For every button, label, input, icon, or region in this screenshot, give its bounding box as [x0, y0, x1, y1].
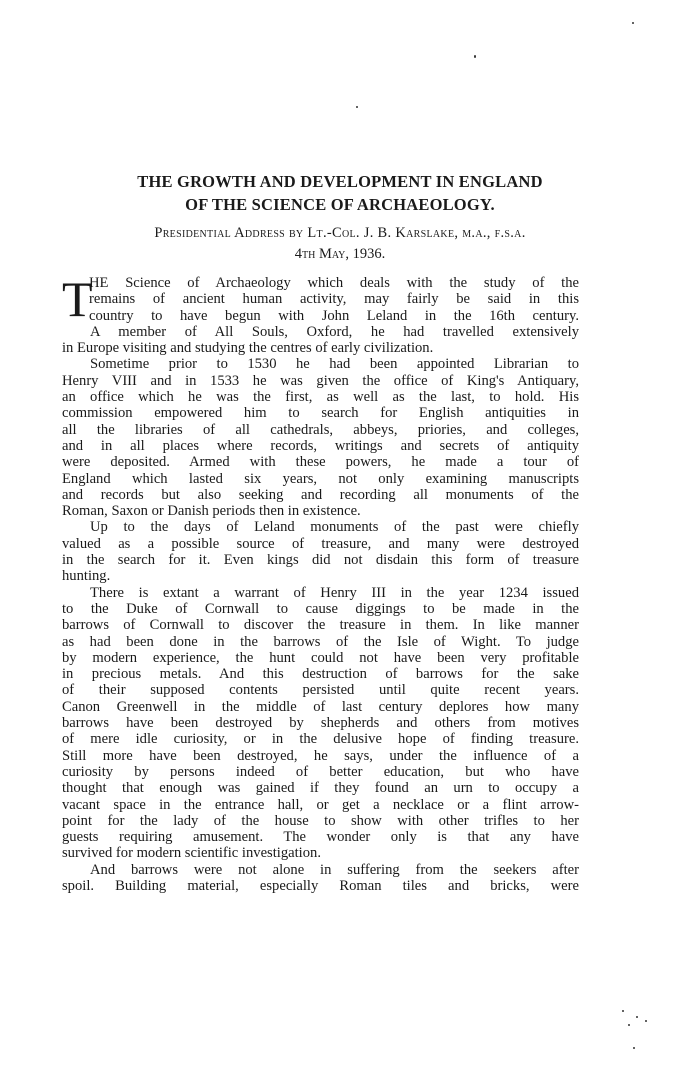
- paragraph-6: [62, 862, 579, 895]
- text-line: barrows have been destroyed by shepherds and others from motives: [62, 715, 579, 732]
- paragraph-5: [62, 585, 579, 862]
- address-byline: Presidential Address by Lt.-Col. J. B. Karslake, m.a., f.s.a.: [154, 225, 526, 241]
- text-line: commission empowered him to search for English antiquities in: [62, 405, 579, 422]
- text-line: country to have begun with John Leland in the 16th century.: [89, 307, 579, 324]
- scan-speck: [622, 1010, 624, 1012]
- paragraph-4: [62, 519, 579, 584]
- drop-cap: T: [62, 271, 93, 327]
- text-line: valued as a possible source of treasure, and many were destroyed: [62, 535, 579, 552]
- text-line: Roman, Saxon or Danish periods then in existence.: [62, 503, 361, 520]
- text-line: remains of ancient human activity, may fairly be said in this: [89, 291, 579, 308]
- article-title-line-2: OF THE SCIENCE OF ARCHAEOLOGY.: [185, 195, 495, 214]
- text-line: point for the lady of the house to show with other trifles to her: [62, 812, 579, 829]
- text-line: And barrows were not alone in suffering from the seekers after: [90, 861, 579, 878]
- text-line: thought that enough was gained if they found an urn to occupy a: [62, 780, 579, 797]
- scan-speck: [474, 55, 476, 58]
- scan-speck: [645, 1020, 647, 1022]
- article-title-line-1: THE GROWTH AND DEVELOPMENT IN ENGLAND: [137, 172, 543, 191]
- text-line: all the libraries of all cathedrals, abbeys, priories, and colleges,: [62, 421, 579, 438]
- text-line: in the search for it. Even kings did not disdain this form of treasure: [62, 552, 579, 569]
- paragraph-1: [62, 271, 579, 327]
- text-line: in precious metals. And this destruction of barrows for the sake: [62, 666, 579, 683]
- text-line: England which lasted six years, not only examining manuscripts: [62, 470, 579, 487]
- text-line: spoil. Building material, especially Roman tiles and bricks, were: [62, 877, 579, 894]
- scan-speck: [628, 1024, 630, 1026]
- text-line: an office which he was the first, as well as the last, to hold. His: [62, 389, 579, 406]
- text-line: by modern experience, the hunt could not have been very profitable: [62, 649, 579, 666]
- text-line: A member of All Souls, Oxford, he had travelled extensively: [90, 323, 579, 340]
- paragraph-3: [62, 356, 579, 519]
- scan-speck: [632, 22, 634, 24]
- text-line: Still more have been destroyed, he says, under the influence of a: [62, 747, 579, 764]
- text-line: in Europe visiting and studying the centres of early civilization.: [62, 340, 434, 357]
- text-line: and records but also seeking and recording all monuments of the: [62, 486, 579, 503]
- text-line: were deposited. Armed with these powers, he made a tour of: [62, 454, 579, 471]
- address-date: 4th May, 1936.: [294, 246, 386, 262]
- text-line: hunting.: [62, 568, 111, 585]
- paragraph-2: [62, 324, 579, 357]
- text-line: Up to the days of Leland monuments of the past were chiefly: [90, 519, 579, 536]
- scan-speck: [633, 1047, 635, 1049]
- text-line: Henry VIII and in 1533 he was given the office of King's Antiquary,: [62, 372, 579, 389]
- text-line: vacant space in the entrance hall, or get a necklace or a flint arrow-: [62, 796, 579, 813]
- text-line: as had been done in the barrows of the Isle of Wight. To judge: [62, 633, 579, 650]
- scan-speck: [636, 1016, 638, 1018]
- text-line: of their supposed contents persisted until quite recent years.: [62, 682, 579, 699]
- text-line: HE Science of Archaeology which deals with the study of the: [89, 275, 579, 291]
- scan-speck: [356, 106, 358, 108]
- text-line: curiosity by persons indeed of better education, but who have: [62, 763, 579, 780]
- text-line: of mere idle curiosity, or in the delusive hope of finding treasure.: [62, 731, 579, 748]
- text-line: barrows of Cornwall to discover the treasure in them. In like manner: [62, 617, 579, 634]
- text-line: and in all places where records, writings and secrets of antiquity: [62, 437, 579, 454]
- text-line: to the Duke of Cornwall to cause diggings to be made in the: [62, 600, 579, 617]
- article-body: [62, 271, 579, 894]
- text-line: Sometime prior to 1530 he had been appointed Librarian to: [90, 356, 579, 373]
- text-line: guests requiring amusement. The wonder only is that any have: [62, 829, 579, 846]
- text-line: Canon Greenwell in the middle of last century deplores how many: [62, 698, 579, 715]
- text-line: survived for modern scientific investigation.: [62, 845, 321, 862]
- text-line: There is extant a warrant of Henry III in the year 1234 issued: [90, 584, 579, 601]
